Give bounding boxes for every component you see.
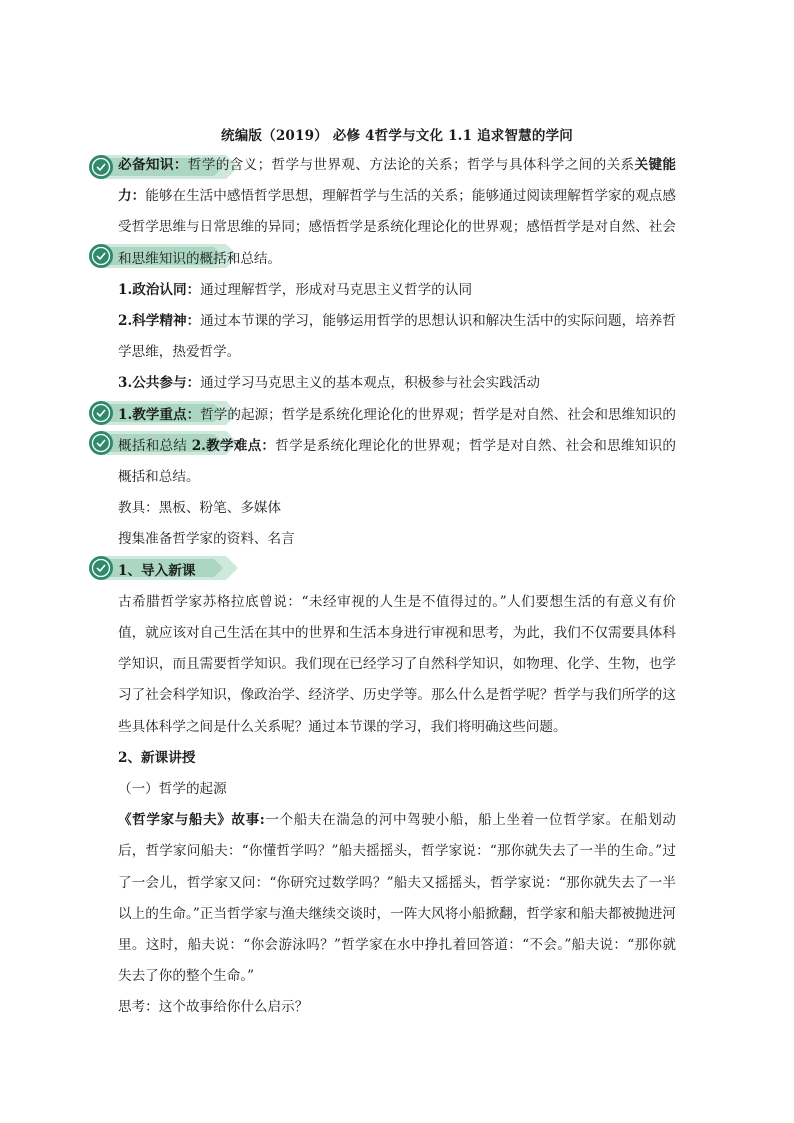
- prep-line: 搜集准备哲学家的资料、名言: [118, 531, 295, 548]
- focus-label: 1.教学重点：: [118, 406, 201, 423]
- think-line: 思考：这个故事给你什么启示？: [118, 999, 309, 1016]
- difficulty-text: 哲学是系统化理论化的世界观；哲学是对自然、社会和思维知识的概括和总结。: [118, 437, 676, 486]
- ability-text: 能够在生活中感悟哲学思想，理解哲学与生活的关系；能够通过阅读理解哲学家的观点感受哲学思维与日常思维的异同；感悟哲学是系统化理论化的世界观；感悟哲学是对自然、社会和思维知识的概括和总结。: [118, 188, 677, 267]
- page-title: 统编版（2019） 必修 4哲学与文化 1.1 追求智慧的学问: [221, 128, 573, 144]
- intro-heading: 1、导入新课: [118, 562, 196, 579]
- story-paragraph: [118, 805, 676, 992]
- knowledge-text: 哲学的含义；哲学与世界观、方法论的关系；哲学与具体科学之间的关系: [187, 157, 635, 173]
- focus-text: 哲学的起源；哲学是系统化理论化的世界观；哲学是对自然、社会和思维知识的概括和总结: [118, 406, 676, 454]
- literacy-text: 通过学习马克思主义的基本观点，积极参与社会实践活动: [200, 375, 541, 392]
- story-label: 《哲学家与船夫》故事:: [118, 812, 265, 829]
- story-text: 一个船夫在湍急的河中驾驶小船，船上坐着一位哲学家。在船划动后，哲学家问船夫：“你懂哲学吗？”船夫摇摇头，哲学家说：“那你就失去了一半的生命。”过了一会儿，哲学家又问：“你研究过数学吗？”船夫又摇摇头，哲学家说：“那你就失去了一半以上的生命。”正当哲学家与渔夫继续交谈时，一阵大风将小船掀翻，哲学家和船夫都被抛进河里。这时，船夫说：“你会游泳吗？”哲学家在水中挣扎着回答道：“不会。”船夫说：“那你就失去了你的整个生命。”: [118, 812, 676, 985]
- literacy-item: [118, 368, 676, 399]
- intro-paragraph: 古希腊哲学家苏格拉底曾说：“未经审视的人生是不值得过的。”人们要想生活的有意义有价值，就应该对自己生活在其中的世界和生活本身进行审视和思考，为此，我们不仅需要具体科学知识，而且需要哲学知识。我们现在已经学习了自然科学知识，如物理、化学、生物，也学习了社会科学知识，像政治学、经济学、历史学等。那么什么是哲学呢？哲学与我们所学的这些具体科学之间是什么关系呢？通过本节课的学习，我们将明确这些问题。: [118, 593, 676, 735]
- knowledge-label: 必备知识：: [118, 157, 188, 173]
- literacy-text: 通过理解哲学，形成对马克思主义哲学的认同: [200, 281, 473, 298]
- objectives-paragraph: [118, 150, 676, 275]
- literacy-label: 1.政治认同：: [118, 281, 201, 298]
- literacy-item: [118, 306, 676, 368]
- document-body: [118, 150, 676, 1024]
- sub-heading: （一）哲学的起源: [118, 781, 227, 798]
- literacy-label: 2.科学精神：: [118, 313, 201, 330]
- tools-line: 教具：黑板、粉笔、多媒体: [118, 500, 282, 517]
- difficulty-label: 2.教学难点：: [191, 437, 276, 454]
- literacy-item: [118, 275, 676, 306]
- literacy-label: 3.公共参与：: [118, 375, 201, 392]
- ability-label: 关键能力：: [118, 157, 677, 205]
- new-lesson-heading: 2、新课讲授: [118, 749, 196, 766]
- literacy-text: 通过本节课的学习，能够运用哲学的思想认识和解决生活中的实际问题，培养哲学思维，热爱哲学。: [118, 313, 676, 361]
- keypoints-paragraph: [118, 400, 676, 494]
